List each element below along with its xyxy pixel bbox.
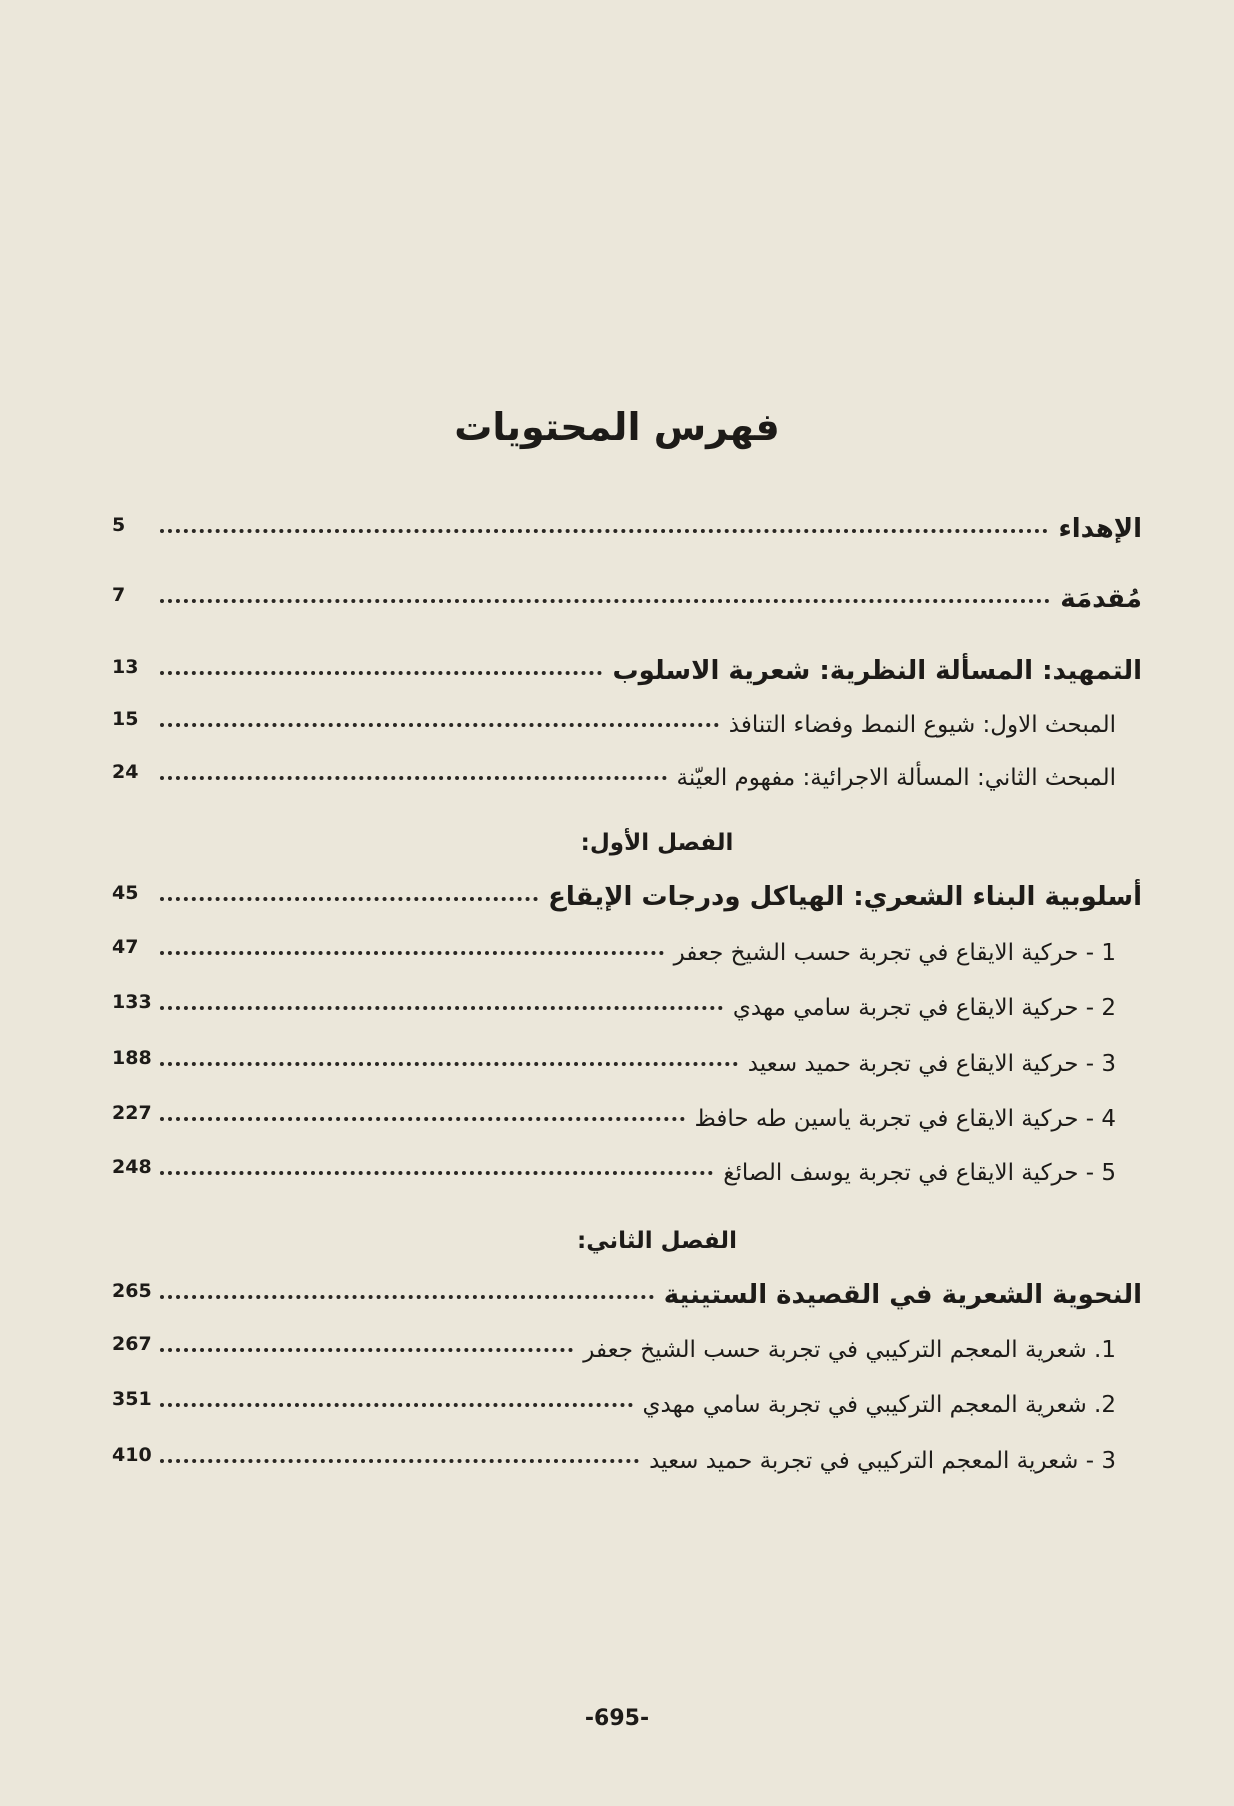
toc-entry-label: أسلوبية البناء الشعري: الهياكل ودرجات الإيقاع	[548, 882, 1142, 912]
toc-entry-label: 1 - حركية الايقاع في تجربة حسب الشيخ جعفر	[673, 940, 1116, 966]
chapter-heading-label: الفصل الثاني:	[577, 1228, 737, 1254]
toc-entry-section	[112, 1031, 1116, 1077]
toc-entry-label: 2 - حركية الايقاع في تجربة سامي مهدي	[732, 995, 1116, 1021]
dot-leader	[160, 1062, 738, 1066]
toc-entry-label: الإهداء	[1058, 514, 1142, 544]
toc-entry-section	[112, 1372, 1116, 1418]
toc-entry-label: 2. شعرية المعجم التركيبي في تجربة سامي مهدي	[642, 1392, 1116, 1418]
toc-entry-page: 24	[112, 761, 139, 783]
toc-entry-label: 1. شعرية المعجم التركيبي في تجربة حسب الشيخ جعفر	[583, 1337, 1116, 1363]
toc-entry-page: 267	[112, 1333, 152, 1355]
toc-entry-label: مُقدمَة	[1060, 584, 1142, 614]
toc-entry-page: 45	[112, 882, 139, 904]
toc-entry-introduction	[112, 568, 1142, 614]
toc-entry-label: التمهيد: المسألة النظرية: شعرية الاسلوب	[612, 656, 1142, 686]
chapter-heading	[0, 830, 1234, 856]
toc-entry-chapter	[112, 1264, 1142, 1310]
toc-entry-page: 5	[112, 514, 126, 536]
toc-entry-page: 133	[112, 991, 152, 1013]
toc-entry-page: 15	[112, 708, 139, 730]
toc-entry-section	[112, 1428, 1116, 1474]
toc-entry-label: المبحث الثاني: المسألة الاجرائية: مفهوم العيّنة	[676, 765, 1116, 791]
dot-leader	[160, 529, 1048, 533]
toc-entry-label: 5 - حركية الايقاع في تجربة يوسف الصائغ	[723, 1160, 1116, 1186]
dot-leader	[160, 951, 664, 955]
toc-entry-label: 4 - حركية الايقاع في تجربة ياسين طه حافظ	[694, 1106, 1116, 1132]
dot-leader	[160, 1348, 573, 1352]
page-title: فهرس المحتويات	[454, 405, 780, 449]
dot-leader	[160, 1117, 685, 1121]
page-number: -695-	[584, 1706, 650, 1731]
dot-leader	[160, 599, 1050, 603]
toc-entry-label: المبحث الاول: شيوع النمط وفضاء التنافذ	[728, 712, 1116, 738]
toc-entry-section	[112, 1140, 1116, 1186]
toc-entry-section	[112, 975, 1116, 1021]
dot-leader	[160, 1295, 654, 1299]
dot-leader	[160, 897, 538, 901]
toc-entry-dedication	[112, 498, 1142, 544]
toc-entry-label: 3 - حركية الايقاع في تجربة حميد سعيد	[747, 1051, 1116, 1077]
chapter-heading	[0, 1228, 1234, 1254]
dot-leader	[160, 1171, 713, 1175]
toc-entry-page: 351	[112, 1388, 152, 1410]
toc-entry-page: 248	[112, 1156, 152, 1178]
toc-entry-section	[112, 920, 1116, 966]
toc-entry-page: 47	[112, 936, 139, 958]
toc-entry-section	[112, 692, 1116, 738]
toc-entry-label: النحوية الشعرية في القصيدة الستينية	[663, 1280, 1142, 1310]
toc-entry-section	[112, 745, 1116, 791]
dot-leader	[160, 776, 667, 780]
toc-entry-page: 227	[112, 1102, 152, 1124]
chapter-heading-label: الفصل الأول:	[580, 830, 734, 856]
toc-entry-page: 13	[112, 656, 139, 678]
dot-leader	[160, 1459, 639, 1463]
toc-entry-section	[112, 1086, 1116, 1132]
dot-leader	[160, 671, 602, 675]
toc-entry-page: 265	[112, 1280, 152, 1302]
dot-leader	[160, 1006, 723, 1010]
toc-entry-page: 410	[112, 1444, 152, 1466]
dot-leader	[160, 1403, 633, 1407]
toc-entry-preface	[112, 640, 1142, 686]
toc-entry-section	[112, 1317, 1116, 1363]
toc-entry-page: 7	[112, 584, 126, 606]
dot-leader	[160, 723, 719, 727]
toc-entry-page: 188	[112, 1047, 152, 1069]
toc-entry-label: 3 - شعرية المعجم التركيبي في تجربة حميد سعيد	[649, 1448, 1116, 1474]
toc-entry-chapter	[112, 866, 1142, 912]
